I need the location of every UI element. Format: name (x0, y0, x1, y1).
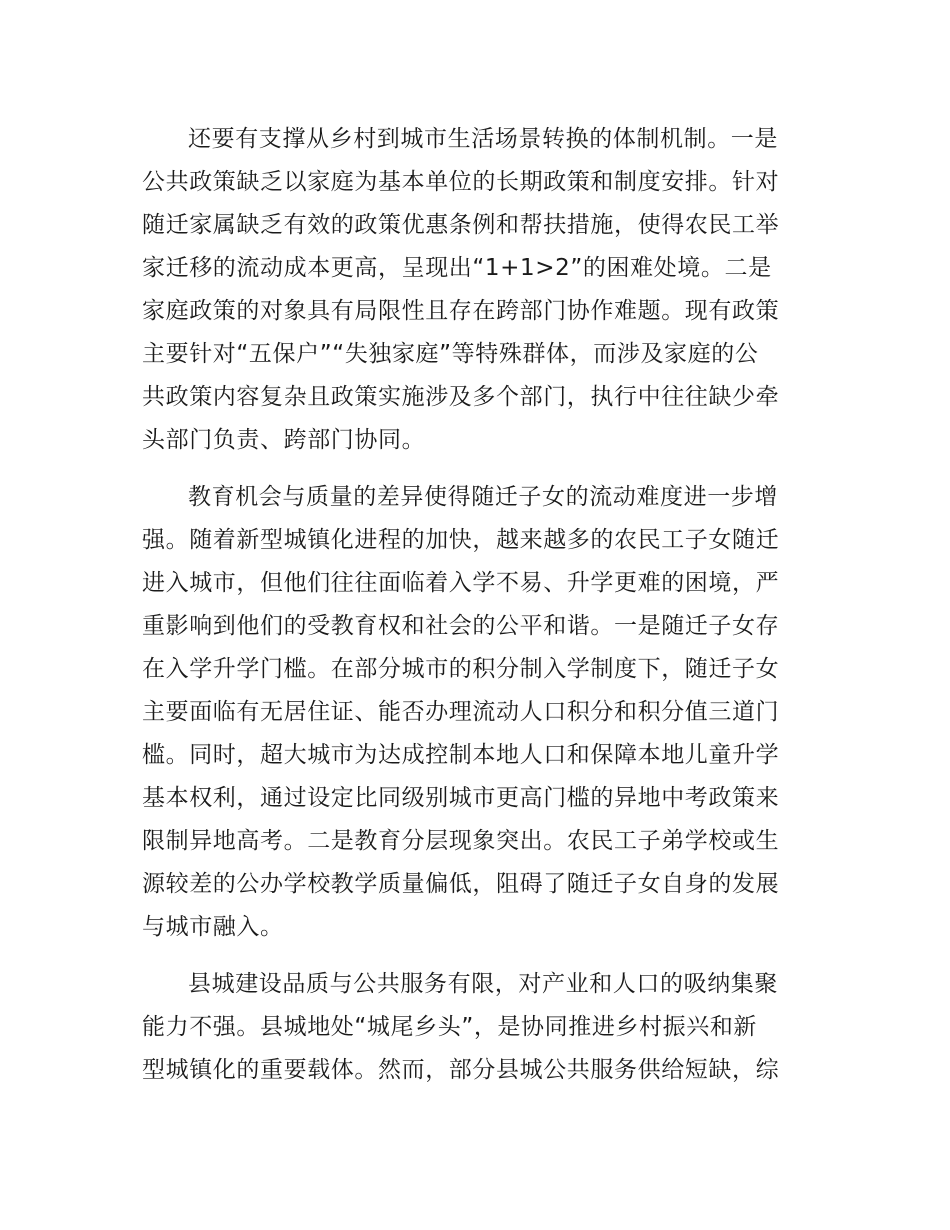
text-line: 教育机会与质量的差异使得随迁子女的流动难度进一步增 (188, 484, 778, 510)
text-line: 限制异地高考。二是教育分层现象突出。农民工子弟学校或生 (142, 828, 780, 854)
text-line: 与城市融入。 (142, 914, 284, 940)
text-line: 头部门负责、跨部门协同。 (142, 427, 426, 453)
text-line: 家庭政策的对象具有局限性且存在跨部门协作难题。现有政策 (142, 298, 780, 324)
text-line: 随迁家属缺乏有效的政策优惠条例和帮扶措施，使得农民工举 (142, 212, 780, 238)
paragraph-county-town (142, 963, 812, 1092)
text-line: 基本权利，通过设定比同级别城市更高门槛的异地中考政策来 (142, 785, 780, 811)
text-line: 强。随着新型城镇化进程的加快，越来越多的农民工子女随迁 (142, 527, 780, 553)
text-line: 还要有支撑从乡村到城市生活场景转换的体制机制。一是 (188, 126, 778, 152)
text-line: 共政策内容复杂且政策实施涉及多个部门，执行中往往缺少牵 (142, 384, 780, 410)
text-line: 县城建设品质与公共服务有限，对产业和人口的吸纳集聚 (188, 971, 778, 997)
text-line: 公共政策缺乏以家庭为基本单位的长期政策和制度安排。针对 (142, 169, 780, 195)
text-line: 能力不强。县城地处“城尾乡头”，是协同推进乡村振兴和新 (142, 1014, 758, 1040)
paragraph-family-policy (142, 118, 812, 462)
text-line: 源较差的公办学校教学质量偏低，阻碍了随迁子女自身的发展 (142, 871, 780, 897)
text-line: 进入城市，但他们往往面临着入学不易、升学更难的困境，严 (142, 570, 780, 596)
document-page (142, 118, 812, 1106)
text-line: 槛。同时，超大城市为达成控制本地人口和保障本地儿童升学 (142, 742, 780, 768)
text-line: 主要针对“五保户”“失独家庭”等特殊群体，而涉及家庭的公 (142, 341, 759, 367)
text-line: 主要面临有无居住证、能否办理流动人口积分和积分值三道门 (142, 699, 780, 725)
text-line: 重影响到他们的受教育权和社会的公平和谐。一是随迁子女存 (142, 613, 780, 639)
text-line: 在入学升学门槛。在部分城市的积分制入学制度下，随迁子女 (142, 656, 780, 682)
text-line: 家迁移的流动成本更高，呈现出“1+1>2”的困难处境。二是 (142, 255, 772, 281)
text-line: 型城镇化的重要载体。然而，部分县城公共服务供给短缺，综 (142, 1057, 780, 1083)
paragraph-education (142, 476, 812, 949)
